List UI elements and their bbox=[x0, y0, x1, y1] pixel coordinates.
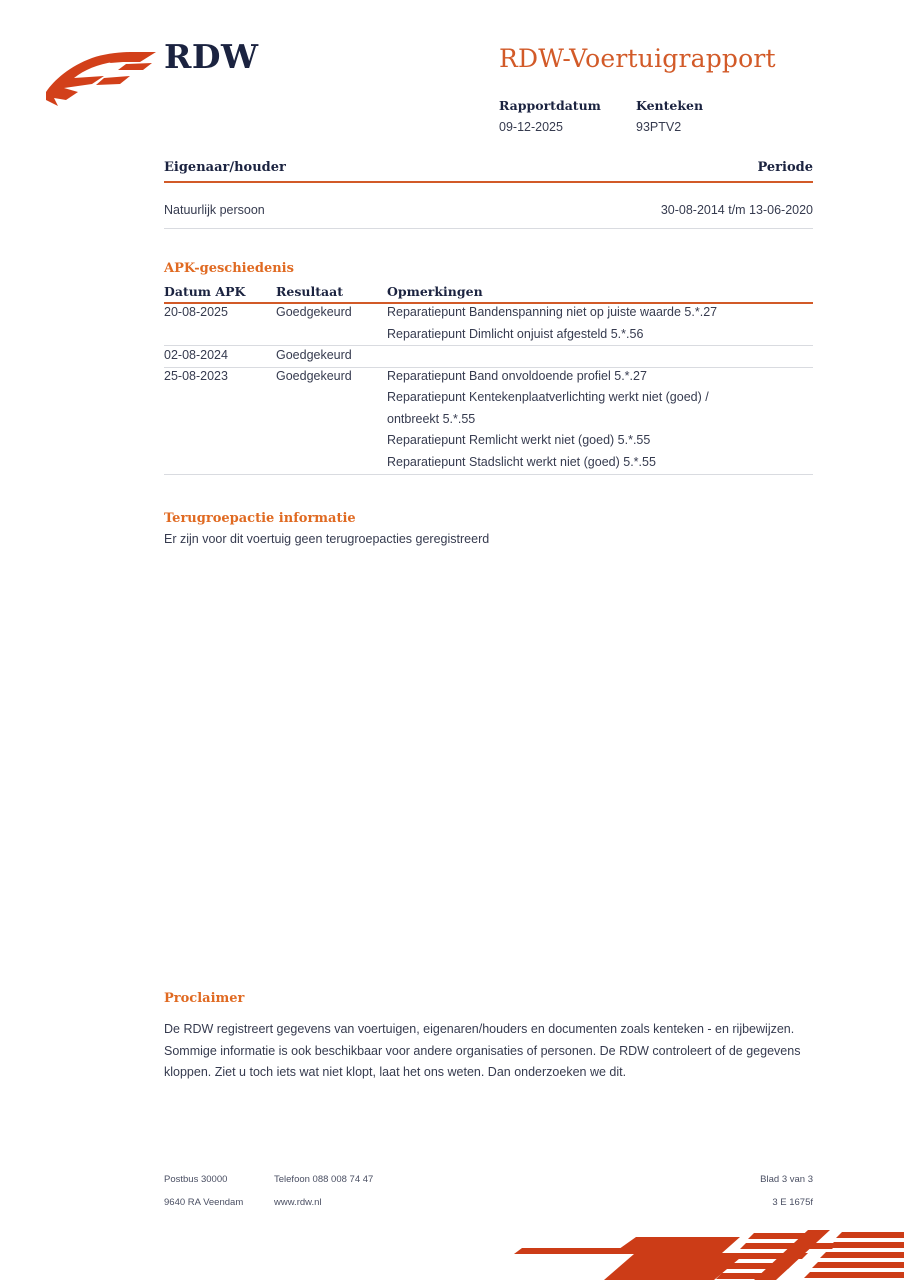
disclaimer-section-title: Proclaimer bbox=[164, 991, 245, 1006]
page-title: RDW-Voertuigrapport bbox=[499, 44, 776, 73]
footer-phone: Telefoon 088 008 74 47 bbox=[274, 1174, 374, 1185]
apk-row-2-remark-3: Reparatiepunt Remlicht werkt niet (goed) 5.*.55 bbox=[387, 433, 651, 447]
footer-form-code: 3 E 1675f bbox=[772, 1197, 813, 1208]
owner-heading-rule bbox=[164, 181, 813, 183]
licence-plate-group bbox=[636, 98, 703, 134]
report-date-group bbox=[499, 98, 636, 134]
recall-section-text: Er zijn voor dit voertuig geen terugroepacties geregistreerd bbox=[164, 532, 490, 546]
disclaimer-section-text: De RDW registreert gegevens van voertuigen, eigenaren/houders en documenten zoals kenteken - en rijbewijzen. Sommige informatie is ook beschikbaar voor andere organisaties of personen. De RDW controleert of de gegevens kloppen. Ziet u toch iets wat niet klopt, laat het ons weten. Dan onderzoeken we dit. bbox=[164, 1022, 801, 1079]
footer-website-link[interactable]: www.rdw.nl bbox=[274, 1197, 322, 1208]
apk-row-0-divider bbox=[164, 345, 813, 346]
owner-row bbox=[164, 203, 813, 217]
report-date-value: 09-12-2025 bbox=[499, 119, 563, 134]
report-date-label: Rapportdatum bbox=[499, 98, 601, 113]
period-heading-label: Periode bbox=[757, 160, 813, 175]
footer-postbus: Postbus 30000 bbox=[164, 1174, 228, 1185]
apk-row-1-divider bbox=[164, 367, 813, 368]
apk-column-header-result: Resultaat bbox=[276, 284, 343, 299]
licence-plate-label: Kenteken bbox=[636, 98, 704, 113]
owner-type-value: Natuurlijk persoon bbox=[164, 203, 265, 217]
apk-row-2-remark-4: Reparatiepunt Stadslicht werkt niet (goed) 5.*.55 bbox=[387, 455, 656, 469]
apk-section-title: APK-geschiedenis bbox=[164, 261, 294, 276]
report-meta-block bbox=[499, 98, 703, 134]
apk-row-2-date: 25-08-2023 bbox=[164, 369, 228, 383]
rdw-wordmark: RDW bbox=[164, 37, 259, 76]
owner-section-heading bbox=[164, 160, 813, 175]
apk-row-2-remark-0: Reparatiepunt Band onvoldoende profiel 5.*.27 bbox=[387, 369, 647, 383]
apk-column-header-remarks: Opmerkingen bbox=[387, 284, 483, 299]
owner-row-divider bbox=[164, 228, 813, 229]
apk-row-2-remark-2: ontbreekt 5.*.55 bbox=[387, 412, 476, 426]
apk-row-0-remark-0: Reparatiepunt Bandenspanning niet op juiste waarde 5.*.27 bbox=[387, 305, 718, 319]
recall-section-title: Terugroepactie informatie bbox=[164, 511, 356, 526]
apk-row-1-result: Goedgekeurd bbox=[276, 348, 352, 362]
rdw-feather-logo-icon bbox=[44, 48, 168, 110]
apk-row-1-date: 02-08-2024 bbox=[164, 348, 228, 362]
apk-table-bottom-divider bbox=[164, 474, 813, 475]
apk-row-0-result: Goedgekeurd bbox=[276, 305, 352, 319]
owner-period-value: 30-08-2014 t/m 13-06-2020 bbox=[660, 203, 813, 217]
apk-row-2-result: Goedgekeurd bbox=[276, 369, 352, 383]
owner-heading-label: Eigenaar/houder bbox=[164, 160, 286, 175]
footer-page-indicator: Blad 3 van 3 bbox=[760, 1174, 813, 1185]
apk-row-0-remark-1: Reparatiepunt Dimlicht onjuist afgesteld 5.*.56 bbox=[387, 327, 644, 341]
apk-row-0-date: 20-08-2025 bbox=[164, 305, 228, 319]
apk-column-header-date: Datum APK bbox=[164, 284, 246, 299]
footer-city: 9640 RA Veendam bbox=[164, 1197, 244, 1208]
apk-row-2-remark-1: Reparatiepunt Kentekenplaatverlichting werkt niet (goed) / bbox=[387, 390, 709, 404]
rdw-speed-stripes-icon bbox=[508, 1226, 904, 1280]
apk-header-rule bbox=[164, 302, 813, 304]
licence-plate-value: 93PTV2 bbox=[636, 119, 682, 134]
